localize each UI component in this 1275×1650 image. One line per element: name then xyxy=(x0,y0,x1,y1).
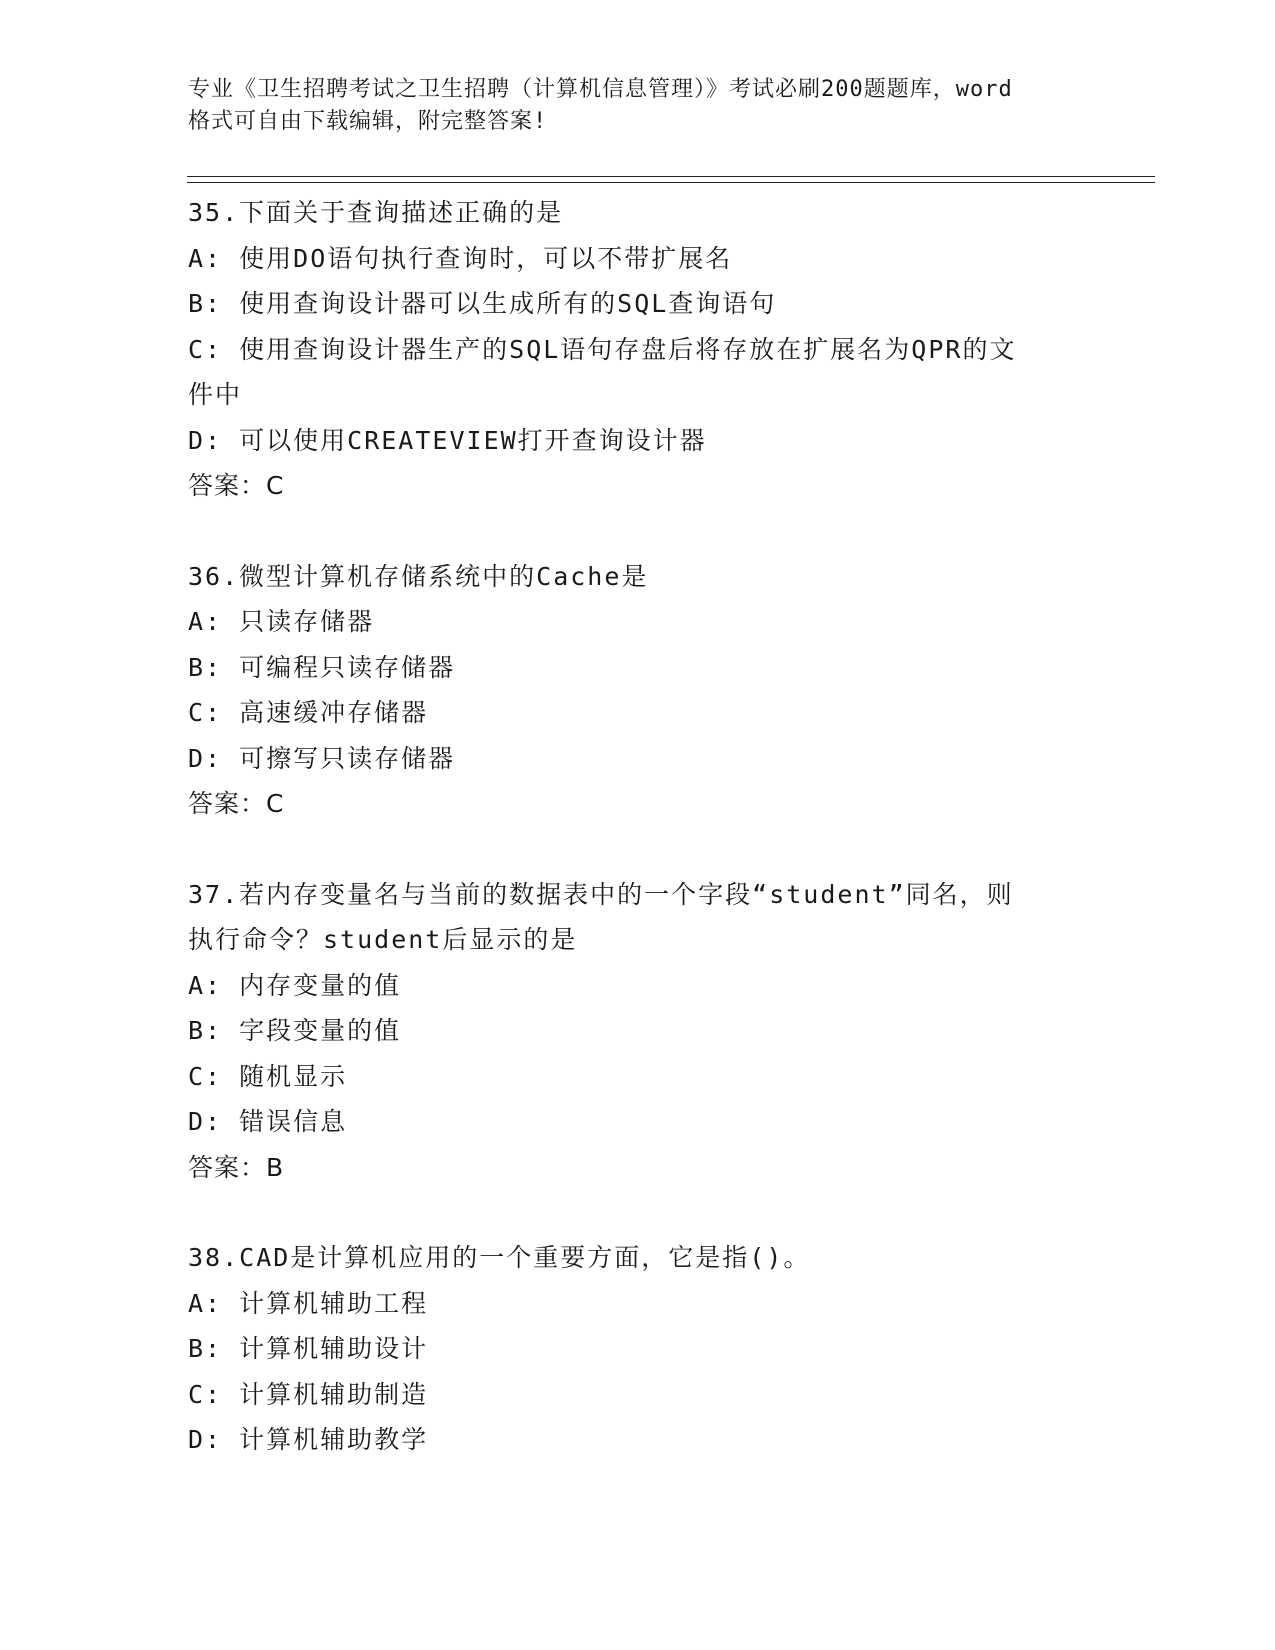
document-header xyxy=(188,74,1088,138)
option-a: A: 使用DO语句执行查询时，可以不带扩展名 xyxy=(188,243,733,273)
option-d: D: 计算机辅助教学 xyxy=(188,1425,429,1454)
question-35 xyxy=(188,190,1088,509)
option-d: D: 错误信息 xyxy=(188,1107,348,1136)
option-d: D: 可以使用CREATEVIEW打开查询设计器 xyxy=(188,425,707,455)
header-line-2: 格式可自由下载编辑，附完整答案! xyxy=(188,109,548,134)
option-a: A: 内存变量的值 xyxy=(188,970,402,1000)
option-b: B: 可编程只读存储器 xyxy=(188,652,456,682)
question-stem-continued: 执行命令？student后显示的是 xyxy=(188,925,578,954)
option-c: C: 随机显示 xyxy=(188,1061,348,1091)
option-b: B: 计算机辅助设计 xyxy=(188,1334,429,1363)
answer: 答案：B xyxy=(188,1152,285,1182)
header-divider-bottom xyxy=(187,182,1155,183)
option-c: C: 使用查询设计器生产的SQL语句存盘后将存放在扩展名为QPR的文 xyxy=(188,334,1017,364)
question-stem: 38.CAD是计算机应用的一个重要方面，它是指()。 xyxy=(188,1243,811,1272)
question-37 xyxy=(188,872,1088,1191)
option-c-continued: 件中 xyxy=(188,380,243,409)
answer: 答案：C xyxy=(188,471,285,500)
option-b: B: 使用查询设计器可以生成所有的SQL查询语句 xyxy=(188,289,777,318)
question-38 xyxy=(188,1235,1088,1463)
question-36 xyxy=(188,554,1088,827)
option-a: A: 计算机辅助工程 xyxy=(188,1288,429,1318)
header-line-1: 专业《卫生招聘考试之卫生招聘（计算机信息管理）》考试必刷200题题库，word xyxy=(188,77,1013,102)
answer: 答案：C xyxy=(188,789,285,818)
option-d: D: 可擦写只读存储器 xyxy=(188,743,456,773)
question-stem: 37.若内存变量名与当前的数据表中的一个字段“student”同名，则 xyxy=(188,879,1014,909)
option-c: C: 计算机辅助制造 xyxy=(188,1379,429,1409)
question-list xyxy=(188,190,1088,1508)
option-a: A: 只读存储器 xyxy=(188,607,375,636)
option-b: B: 字段变量的值 xyxy=(188,1016,402,1045)
question-stem: 36.微型计算机存储系统中的Cache是 xyxy=(188,561,649,591)
question-stem: 35.下面关于查询描述正确的是 xyxy=(188,198,564,227)
option-c: C: 高速缓冲存储器 xyxy=(188,698,429,727)
header-divider-top xyxy=(187,176,1155,177)
